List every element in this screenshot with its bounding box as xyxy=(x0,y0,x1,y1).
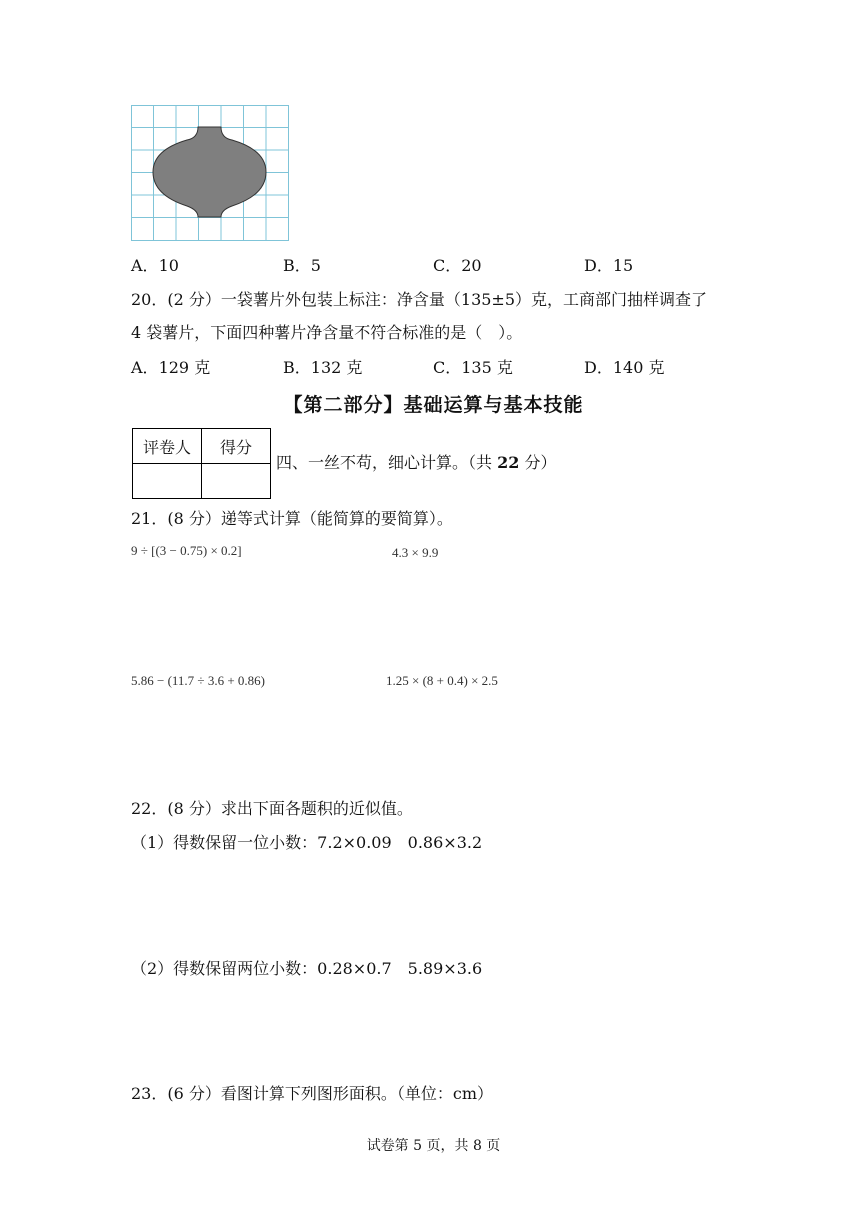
q19-option-d[interactable] xyxy=(584,255,633,277)
q21-expression-4: 1.25 × (8 + 0.4) × 2.5 xyxy=(386,673,498,688)
option-text: 132 克 xyxy=(310,358,363,377)
option-text: 140 克 xyxy=(612,358,665,377)
q21-expression-3: 5.86 − (11.7 ÷ 3.6 + 0.86) xyxy=(131,673,265,688)
option-letter: B． xyxy=(283,256,311,275)
q22-sub-1: （1）得数保留一位小数：7.2×0.09 0.86×3.2 xyxy=(131,833,483,852)
q19-option-c[interactable] xyxy=(433,255,482,277)
question-number: 20． xyxy=(131,290,168,309)
option-letter: A． xyxy=(131,256,159,275)
q22-sub-2: （2）得数保留两位小数：0.28×0.7 5.89×3.6 xyxy=(131,959,483,978)
option-letter: C． xyxy=(433,358,462,377)
question-text: (6 分）看图计算下列图形面积。（单位：cm） xyxy=(167,1084,494,1103)
q21-expression-2: 4.3 × 9.9 xyxy=(392,545,439,560)
option-letter: C． xyxy=(433,256,462,275)
q19-option-b[interactable] xyxy=(283,255,321,277)
score-table xyxy=(132,428,271,499)
question-text: (8 分）求出下面各题积的近似值。 xyxy=(167,799,413,818)
grid-figure xyxy=(131,105,289,241)
option-text: 20 xyxy=(461,256,482,275)
vase-shape xyxy=(153,127,266,217)
part-4-prefix: 四、一丝不苟，细心计算。（共 xyxy=(276,453,498,472)
option-text: 10 xyxy=(158,256,179,275)
q23-heading xyxy=(131,1083,493,1105)
option-text: 135 克 xyxy=(461,358,513,377)
q20-line-1 xyxy=(131,289,707,311)
q20-option-b[interactable] xyxy=(283,357,362,379)
question-number: 23． xyxy=(131,1084,168,1103)
question-number: 21． xyxy=(131,509,168,528)
score-header: 得分 xyxy=(202,429,271,464)
part-4-points: 22 xyxy=(497,453,520,472)
option-text: 15 xyxy=(612,256,634,275)
page-footer: 试卷第 5 页，共 8 页 xyxy=(366,1138,501,1154)
question-text: (8 分）递等式计算（能简算的要简算）。 xyxy=(167,509,453,528)
q20-option-c[interactable] xyxy=(433,357,513,379)
question-number: 22． xyxy=(131,799,168,818)
q21-expression-1: 9 ÷ [(3 − 0.75) × 0.2] xyxy=(131,543,242,558)
q21-heading xyxy=(131,508,453,530)
q20-option-d[interactable] xyxy=(584,357,664,379)
option-letter: B． xyxy=(283,358,311,377)
option-letter: D． xyxy=(584,358,613,377)
part-4-suffix: 分） xyxy=(519,453,557,472)
reviewer-header: 评卷人 xyxy=(133,429,202,464)
part-4-heading xyxy=(276,452,556,474)
option-text: 129 克 xyxy=(158,358,211,377)
option-letter: D． xyxy=(584,256,613,275)
question-text: (2 分）一袋薯片外包装上标注：净含量（135±5）克，工商部门抽样调查了 xyxy=(167,290,708,309)
q19-option-a[interactable] xyxy=(131,255,179,277)
q22-heading xyxy=(131,798,413,820)
score-cell[interactable] xyxy=(202,464,271,499)
q20-line-2: 4 袋薯片，下面四种薯片净含量不符合标准的是（ ）。 xyxy=(131,323,523,342)
q20-option-a[interactable] xyxy=(131,357,210,379)
reviewer-cell[interactable] xyxy=(133,464,202,499)
option-letter: A． xyxy=(131,358,159,377)
option-text: 5 xyxy=(310,256,321,275)
section-title: 【第二部分】基础运算与基本技能 xyxy=(283,394,584,416)
